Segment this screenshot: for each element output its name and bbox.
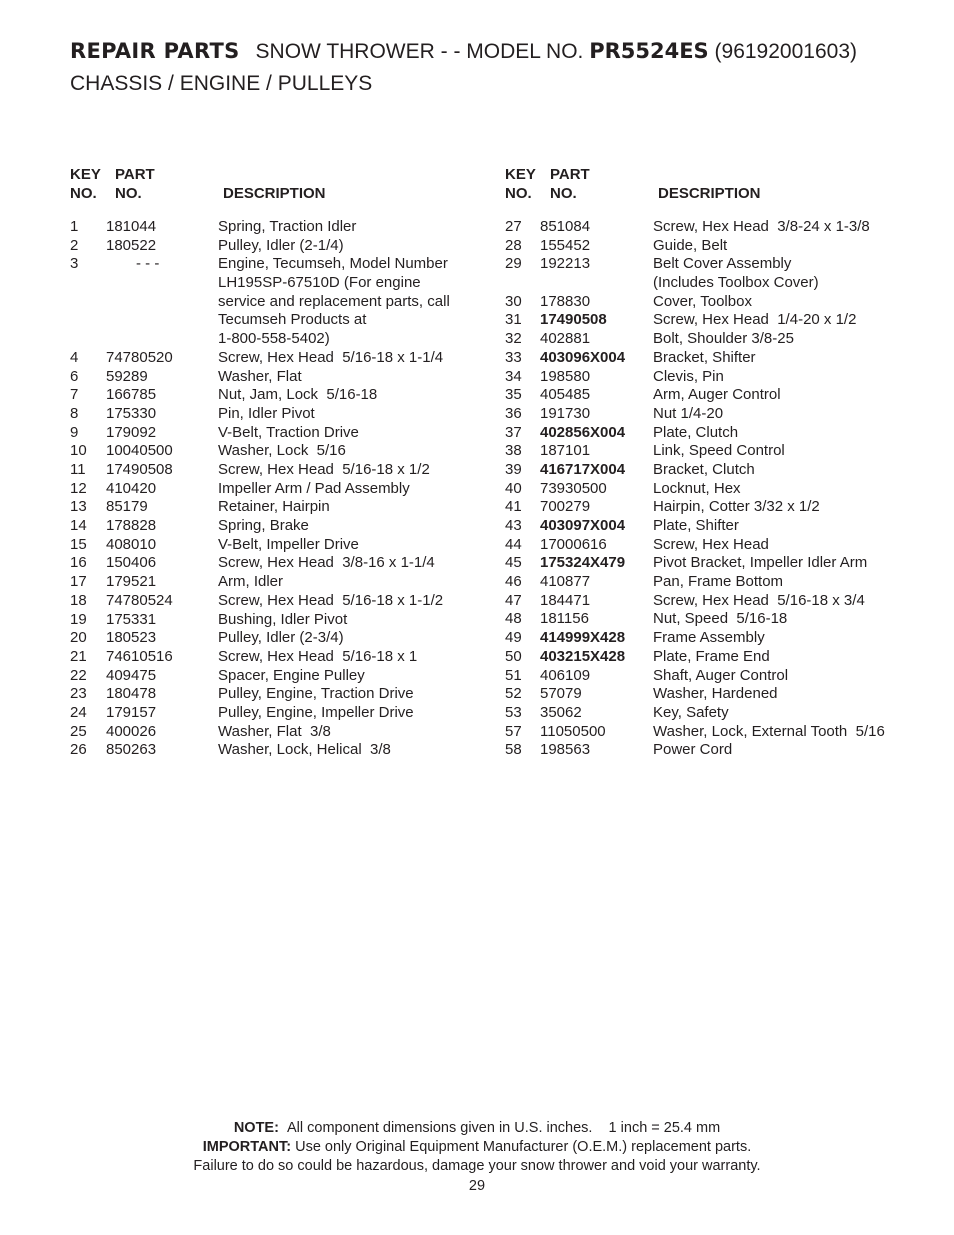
- parts-row: [505, 629, 925, 648]
- part-number: 851084: [540, 218, 591, 235]
- part-number: 74780520: [106, 348, 173, 366]
- part-description: [218, 405, 315, 424]
- description-line: Plate, Clutch: [653, 423, 739, 441]
- part-description: [218, 611, 347, 630]
- part-number: 74610516: [106, 647, 173, 665]
- parts-row: [70, 592, 470, 611]
- part-number: 191730: [540, 404, 591, 422]
- page-number: 29: [468, 1178, 486, 1194]
- parts-list-right: [505, 218, 925, 760]
- section-title: CHASSIS / ENGINE / PULLEYS: [70, 72, 373, 95]
- header-part-no-left: NO.: [115, 185, 142, 202]
- description-line: Spacer, Engine Pulley: [218, 666, 365, 684]
- description-line: Screw, Hex Head 3/8-24 x 1-3/8: [653, 218, 870, 235]
- parts-row: [70, 424, 470, 443]
- description-line: Pulley, Engine, Impeller Drive: [218, 703, 414, 721]
- part-description: [218, 667, 365, 686]
- part-number: 155452: [540, 236, 591, 254]
- part-number: 181044: [106, 218, 157, 235]
- part-number: 57079: [540, 685, 582, 703]
- parts-row: [505, 368, 925, 387]
- parts-row: [70, 611, 470, 630]
- part-description: [653, 255, 819, 292]
- parts-row: [70, 405, 470, 424]
- description-line: Arm, Auger Control: [653, 386, 781, 404]
- parts-row: [70, 536, 470, 555]
- description-line: Screw, Hex Head 5/16-18 x 3/4: [653, 591, 865, 609]
- key-number: 58: [505, 741, 522, 759]
- key-number: 25: [70, 722, 87, 740]
- description-line: Retainer, Hairpin: [218, 498, 330, 516]
- key-number: 35: [505, 386, 522, 404]
- parts-row: [70, 667, 470, 686]
- parts-row: [70, 629, 470, 648]
- description-line: Cover, Toolbox: [653, 292, 752, 310]
- parts-row: [505, 667, 925, 686]
- key-number: 7: [70, 386, 79, 404]
- header-part-no-right: NO.: [550, 185, 577, 202]
- description-line: Nut, Speed 5/16-18: [653, 610, 788, 628]
- part-number: 180523: [106, 629, 157, 647]
- part-number: 85179: [106, 498, 148, 516]
- key-number: 13: [70, 498, 87, 516]
- description-line: Pulley, Idler (2-3/4): [218, 629, 344, 647]
- part-description: [218, 255, 450, 349]
- parts-row: [70, 704, 470, 723]
- description-line: Washer, Flat: [218, 367, 302, 385]
- part-number: 10040500: [106, 442, 173, 460]
- key-number: 44: [505, 535, 522, 553]
- key-number: 38: [505, 442, 522, 460]
- parts-row: [70, 255, 470, 349]
- part-number: 74780524: [106, 591, 173, 609]
- part-description: [653, 424, 738, 443]
- header-key-left: KEY: [70, 166, 101, 183]
- part-number: 403097X004: [540, 517, 626, 535]
- key-number: 11: [70, 461, 86, 478]
- part-description: [218, 573, 283, 592]
- description-line: Frame Assembly: [653, 629, 765, 647]
- part-number: 198563: [540, 741, 591, 759]
- description-line: Screw, Hex Head 1/4-20 x 1/2: [653, 311, 857, 329]
- part-number: 178828: [106, 517, 157, 535]
- part-description: [218, 648, 417, 667]
- parts-row: [505, 741, 925, 760]
- key-number: 41: [505, 498, 522, 516]
- key-number: 1: [70, 218, 79, 235]
- part-description: [653, 667, 788, 686]
- part-number: 175330: [106, 404, 157, 422]
- description-line: Locknut, Hex: [653, 479, 741, 497]
- part-description: [653, 218, 870, 237]
- parts-row: [70, 685, 470, 704]
- part-description: [218, 723, 331, 742]
- key-number: 53: [505, 703, 522, 721]
- key-number: 30: [505, 292, 522, 310]
- part-description: [653, 592, 865, 611]
- model-code: (96192001603): [714, 40, 857, 63]
- description-line: Screw, Hex Head 3/8-16 x 1-1/4: [218, 554, 435, 572]
- part-number: 179092: [106, 423, 157, 441]
- key-number: 48: [505, 610, 522, 628]
- part-number: 179521: [106, 573, 157, 591]
- part-number: 17000616: [540, 535, 607, 553]
- key-number: 36: [505, 404, 522, 422]
- parts-row: [505, 330, 925, 349]
- parts-row: [505, 536, 925, 555]
- part-number: 406109: [540, 666, 591, 684]
- part-number: 166785: [106, 386, 157, 404]
- part-description: [653, 442, 785, 461]
- key-number: 31: [505, 311, 522, 329]
- parts-row: [70, 461, 470, 480]
- part-number: 402856X004: [540, 423, 626, 441]
- description-line: Pan, Frame Bottom: [653, 573, 784, 591]
- parts-row: [70, 517, 470, 536]
- header-no-right: NO.: [505, 185, 532, 202]
- description-line: Link, Speed Control: [653, 442, 785, 460]
- parts-row: [505, 461, 925, 480]
- parts-row: [505, 685, 925, 704]
- key-number: 15: [70, 535, 87, 553]
- description-line: Belt Cover Assembly: [653, 255, 792, 273]
- description-line: Screw, Hex Head 5/16-18 x 1: [218, 647, 418, 665]
- key-number: 4: [70, 348, 79, 366]
- part-description: [653, 704, 729, 723]
- description-line: Nut, Jam, Lock 5/16-18: [218, 386, 378, 404]
- key-number: 29: [505, 255, 522, 273]
- part-number: 416717X004: [540, 460, 626, 478]
- header-part-right: PART: [550, 166, 590, 183]
- part-number: 410877: [540, 573, 591, 591]
- part-description: [653, 685, 778, 704]
- key-number: 39: [505, 460, 522, 478]
- parts-row: [505, 498, 925, 517]
- repair-parts-label: REPAIR PARTS: [70, 39, 240, 63]
- description-line: Washer, Flat 3/8: [218, 722, 331, 740]
- key-number: 51: [505, 666, 522, 684]
- part-description: [653, 461, 755, 480]
- description-line: Nut 1/4-20: [653, 404, 724, 422]
- key-number: 20: [70, 629, 87, 647]
- note-text: All component dimensions given in U.S. inches. 1 inch = 25.4 mm: [286, 1120, 721, 1136]
- page-title: [70, 38, 857, 65]
- part-number: 850263: [106, 741, 157, 759]
- part-description: [653, 629, 765, 648]
- note-label: NOTE:: [233, 1120, 279, 1136]
- description-line: Screw, Hex Head 5/16-18 x 1/2: [218, 461, 430, 478]
- description-line: Power Cord: [653, 741, 733, 759]
- parts-row: [505, 386, 925, 405]
- part-number: 198580: [540, 367, 591, 385]
- part-description: [653, 554, 867, 573]
- description-line: LH195SP-67510D (For engine: [218, 274, 421, 292]
- part-number: 403096X004: [540, 348, 626, 366]
- parts-row: [505, 573, 925, 592]
- part-number: 405485: [540, 386, 591, 404]
- part-description: [653, 648, 770, 667]
- part-number: 414999X428: [540, 629, 626, 647]
- description-line: Bolt, Shoulder 3/8-25: [653, 330, 794, 348]
- part-description: [653, 349, 756, 368]
- description-line: Screw, Hex Head 5/16-18 x 1-1/4: [218, 348, 444, 366]
- part-number: 184471: [540, 591, 591, 609]
- part-number: 35062: [540, 703, 582, 721]
- part-number: 408010: [106, 535, 157, 553]
- part-number: 178830: [540, 292, 591, 310]
- model-number: PR5524ES: [589, 39, 709, 63]
- description-line: Plate, Shifter: [653, 517, 739, 535]
- key-number: 2: [70, 236, 79, 254]
- part-number: 59289: [106, 367, 148, 385]
- part-number: 175331: [106, 610, 157, 628]
- parts-row: [505, 237, 925, 256]
- key-number: 43: [505, 517, 522, 535]
- description-line: 1-800-558-5402): [218, 330, 330, 348]
- description-line: Spring, Traction Idler: [218, 218, 357, 235]
- key-number: 6: [70, 367, 79, 385]
- description-line: (Includes Toolbox Cover): [653, 274, 819, 292]
- part-description: [653, 386, 781, 405]
- parts-row: [70, 554, 470, 573]
- part-description: [218, 386, 377, 405]
- part-description: [653, 723, 885, 742]
- part-description: [218, 442, 346, 461]
- parts-row: [70, 741, 470, 760]
- part-description: [653, 573, 783, 592]
- key-number: 9: [70, 423, 79, 441]
- part-description: [218, 498, 330, 517]
- part-number: 700279: [540, 498, 591, 516]
- description-line: Pulley, Engine, Traction Drive: [218, 685, 414, 703]
- key-number: 14: [70, 517, 87, 535]
- key-number: 37: [505, 423, 522, 441]
- description-line: V-Belt, Traction Drive: [218, 423, 359, 441]
- part-description: [653, 536, 769, 555]
- description-line: Screw, Hex Head: [653, 535, 769, 553]
- key-number: 33: [505, 348, 522, 366]
- key-number: 45: [505, 554, 522, 572]
- description-line: Impeller Arm / Pad Assembly: [218, 479, 410, 497]
- description-line: Washer, Lock, Helical 3/8: [218, 741, 391, 759]
- part-description: [218, 554, 435, 573]
- header-description-right: DESCRIPTION: [658, 185, 761, 202]
- parts-row: [505, 723, 925, 742]
- part-description: [218, 517, 309, 536]
- part-number: 192213: [540, 255, 591, 273]
- key-number: 27: [505, 218, 522, 235]
- part-description: [653, 741, 732, 760]
- description-line: Washer, Hardened: [653, 685, 778, 703]
- part-description: [653, 293, 752, 312]
- part-number: 180478: [106, 685, 157, 703]
- part-number: 17490508: [540, 311, 607, 329]
- description-line: Engine, Tecumseh, Model Number: [218, 255, 448, 273]
- part-number: 181156: [540, 610, 589, 628]
- important-text: Use only Original Equipment Manufacturer (O.E.M.) replacement parts.: [295, 1139, 752, 1155]
- description-line: V-Belt, Impeller Drive: [218, 535, 359, 553]
- parts-list-left: [70, 218, 470, 760]
- part-description: [653, 517, 739, 536]
- part-description: [653, 480, 741, 499]
- part-description: [653, 610, 787, 629]
- description-line: Pulley, Idler (2-1/4): [218, 236, 344, 254]
- part-description: [218, 480, 410, 499]
- parts-row: [505, 218, 925, 237]
- part-description: [218, 218, 356, 237]
- description-line: Washer, Lock, External Tooth 5/16: [653, 722, 885, 740]
- key-number: 24: [70, 703, 87, 721]
- part-description: [653, 498, 820, 517]
- key-number: 19: [70, 610, 87, 628]
- part-number: - - -: [136, 255, 160, 273]
- description-line: Plate, Frame End: [653, 647, 770, 665]
- header-description-left: DESCRIPTION: [223, 185, 326, 202]
- parts-row: [70, 442, 470, 461]
- product-label: SNOW THROWER - - MODEL NO.: [255, 40, 584, 63]
- part-number: 175324X479: [540, 554, 626, 572]
- part-number: 402881: [540, 330, 591, 348]
- parts-row: [505, 349, 925, 368]
- part-number: 400026: [106, 722, 157, 740]
- part-description: [218, 629, 344, 648]
- description-line: Arm, Idler: [218, 573, 284, 591]
- key-number: 3: [70, 255, 79, 273]
- parts-row: [505, 704, 925, 723]
- description-line: Tecumseh Products at: [218, 311, 367, 329]
- part-number: 150406: [106, 554, 157, 572]
- part-description: [218, 741, 391, 760]
- description-line: Screw, Hex Head 5/16-18 x 1-1/2: [218, 591, 444, 609]
- parts-row: [505, 442, 925, 461]
- parts-row: [505, 480, 925, 499]
- key-number: 50: [505, 647, 522, 665]
- parts-row: [70, 480, 470, 499]
- key-number: 10: [70, 442, 87, 460]
- key-number: 46: [505, 573, 522, 591]
- key-number: 57: [505, 722, 522, 740]
- description-line: Clevis, Pin: [653, 367, 724, 385]
- footer-important: [0, 1138, 954, 1157]
- key-number: 12: [70, 479, 87, 497]
- parts-row: [505, 293, 925, 312]
- description-line: Bracket, Shifter: [653, 348, 756, 366]
- part-number: 410420: [106, 479, 157, 497]
- description-line: Key, Safety: [653, 703, 729, 721]
- parts-row: [70, 498, 470, 517]
- parts-row: [505, 255, 925, 292]
- description-line: Hairpin, Cotter 3/32 x 1/2: [653, 498, 820, 516]
- key-number: 21: [70, 647, 87, 665]
- description-line: Pin, Idler Pivot: [218, 404, 315, 422]
- part-description: [653, 311, 856, 330]
- part-number: 73930500: [540, 479, 607, 497]
- part-description: [218, 424, 359, 443]
- key-number: 52: [505, 685, 522, 703]
- part-number: 187101: [540, 442, 591, 460]
- parts-row: [505, 424, 925, 443]
- part-description: [218, 592, 443, 611]
- description-line: Shaft, Auger Control: [653, 666, 789, 684]
- key-number: 22: [70, 666, 87, 684]
- key-number: 47: [505, 591, 522, 609]
- description-line: Pivot Bracket, Impeller Idler Arm: [653, 554, 868, 572]
- parts-row: [505, 405, 925, 424]
- key-number: 28: [505, 236, 522, 254]
- key-number: 8: [70, 404, 79, 422]
- part-number: 409475: [106, 666, 157, 684]
- part-description: [653, 368, 724, 387]
- part-number: 179157: [106, 703, 157, 721]
- description-line: Bushing, Idler Pivot: [218, 610, 348, 628]
- part-description: [653, 405, 723, 424]
- header-key-right: KEY: [505, 166, 536, 183]
- parts-row: [70, 237, 470, 256]
- part-description: [218, 685, 414, 704]
- description-line: Spring, Brake: [218, 517, 309, 535]
- key-number: 17: [70, 573, 87, 591]
- footer-note: [0, 1119, 954, 1138]
- part-description: [218, 704, 414, 723]
- key-number: 34: [505, 367, 522, 385]
- footer-warning: Failure to do so could be hazardous, damage your snow thrower and void your warranty.: [193, 1158, 761, 1174]
- parts-row: [505, 517, 925, 536]
- part-number: 11050500: [540, 722, 606, 740]
- key-number: 23: [70, 685, 87, 703]
- part-description: [218, 536, 359, 555]
- key-number: 18: [70, 591, 87, 609]
- parts-row: [70, 386, 470, 405]
- description-line: Bracket, Clutch: [653, 460, 755, 478]
- part-description: [653, 330, 794, 349]
- parts-row: [70, 218, 470, 237]
- parts-row: [70, 573, 470, 592]
- header-no-left: NO.: [70, 185, 97, 202]
- parts-row: [505, 311, 925, 330]
- part-description: [653, 237, 727, 256]
- parts-row: [70, 349, 470, 368]
- parts-row: [70, 723, 470, 742]
- part-number: 180522: [106, 236, 157, 254]
- parts-row: [505, 648, 925, 667]
- key-number: 40: [505, 479, 522, 497]
- key-number: 16: [70, 554, 87, 572]
- parts-row: [505, 610, 925, 629]
- part-description: [218, 368, 302, 387]
- description-line: Guide, Belt: [653, 236, 728, 254]
- key-number: 49: [505, 629, 522, 647]
- part-description: [218, 349, 443, 368]
- part-number: 403215X428: [540, 647, 626, 665]
- header-part-left: PART: [115, 166, 155, 183]
- description-line: Washer, Lock 5/16: [218, 442, 346, 460]
- part-description: [218, 237, 344, 256]
- important-label: IMPORTANT:: [202, 1139, 292, 1155]
- parts-row: [505, 592, 925, 611]
- key-number: 26: [70, 741, 87, 759]
- parts-row: [505, 554, 925, 573]
- description-line: service and replacement parts, call: [218, 292, 450, 310]
- part-number: 17490508: [106, 461, 173, 478]
- parts-row: [70, 648, 470, 667]
- part-description: [218, 461, 430, 480]
- key-number: 32: [505, 330, 522, 348]
- parts-row: [70, 368, 470, 387]
